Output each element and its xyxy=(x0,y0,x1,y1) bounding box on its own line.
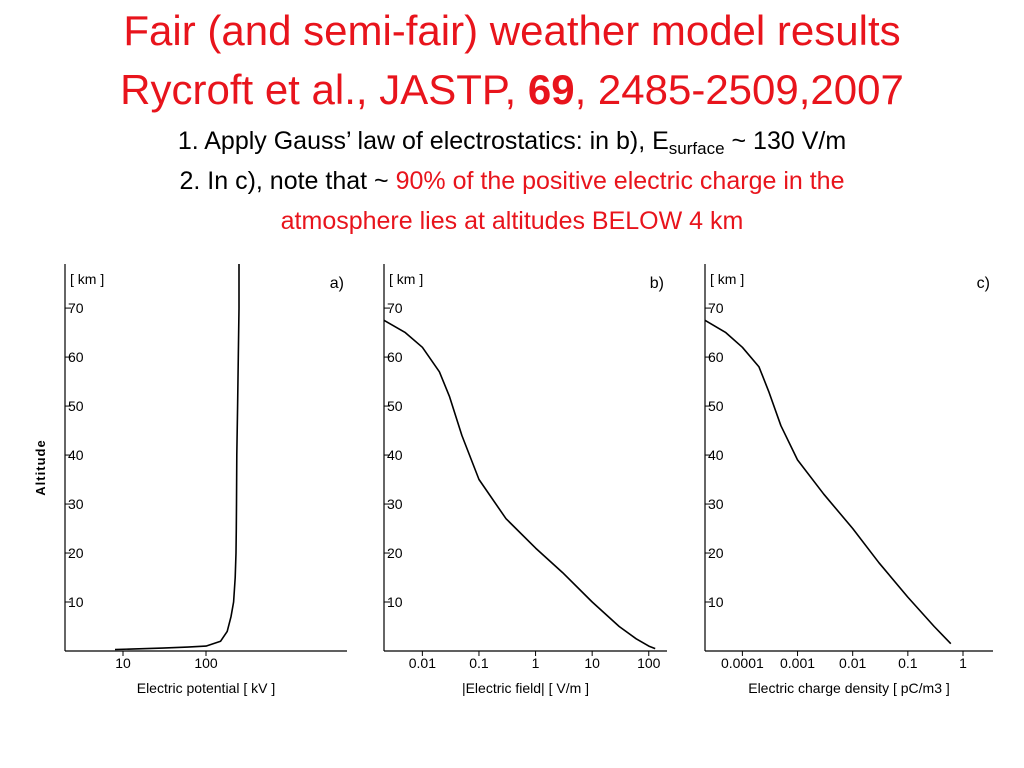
panel-1-y-tick-label: 10 xyxy=(68,594,84,611)
panel-3-y-tick-label: 20 xyxy=(708,545,724,562)
slide-title-line1: Fair (and semi-fair) weather model results xyxy=(123,7,901,54)
subscript-surface: surface xyxy=(668,139,725,158)
panel-1-y-tick-label: 50 xyxy=(68,398,84,415)
panel-2-label: b) xyxy=(649,275,664,292)
panel-2-y-tick-label: 40 xyxy=(387,447,403,464)
panel-3-x-tick-label: 0.001 xyxy=(780,655,816,671)
panel-3-x-tick-label: 0.0001 xyxy=(720,655,764,671)
panel-3-y-tick-label: 10 xyxy=(708,594,724,611)
panel-2-series-line xyxy=(384,320,655,648)
panel-2-unit-label: [ km ] xyxy=(389,271,424,287)
panel-3-x-tick-label: 0.1 xyxy=(898,655,918,671)
panel-2-y-tick-label: 10 xyxy=(387,594,403,611)
panel-3-y-tick-label: 60 xyxy=(708,349,724,366)
panel-1-label: a) xyxy=(329,275,344,292)
panel-1-y-tick-label: 60 xyxy=(68,349,84,366)
panel-2-x-tick-label: 1 xyxy=(531,655,540,671)
panel-2-y-tick-label: 20 xyxy=(387,545,403,562)
panel-1-y-tick-label: 40 xyxy=(68,447,84,464)
citation-pages: , 2485-2509,2007 xyxy=(574,66,904,113)
panel-3-unit-label: [ km ] xyxy=(710,271,745,287)
panel-3-y-tick-label: 40 xyxy=(708,447,724,464)
panel-3-x-axis-title: Electric charge density [ pC/m3 ] xyxy=(748,680,950,696)
panel-1-y-tick-label: 70 xyxy=(68,300,84,317)
panel-3-y-tick-label: 30 xyxy=(708,496,724,513)
panel-1-x-axis-title: Electric potential [ kV ] xyxy=(136,680,276,696)
note-charge-highlight: 90% of the positive electric charge in the xyxy=(395,167,845,195)
panel-2-y-tick-label: 30 xyxy=(387,496,403,513)
panel-1-x-tick-label: 10 xyxy=(115,655,131,671)
panel-3-x-tick-label: 1 xyxy=(959,655,967,671)
panel-2-x-tick-label: 0.1 xyxy=(469,655,489,671)
panel-1-y-tick-label: 20 xyxy=(68,545,84,562)
panel-2-x-tick-label: 100 xyxy=(637,655,661,671)
citation-volume: 69 xyxy=(527,66,575,113)
note-gauss-text: 1. Apply Gauss’ law of electrostatics: in b), E xyxy=(177,127,669,155)
panel-3-series-line xyxy=(705,320,951,643)
citation-text: Rycroft et al., JASTP, xyxy=(120,66,528,113)
panel-2-x-tick-label: 0.01 xyxy=(408,655,436,671)
panel-2-x-tick-label: 10 xyxy=(584,655,600,671)
note-charge-highlight-line2: atmosphere lies at altitudes BELOW 4 km xyxy=(280,207,744,235)
panel-2-y-tick-label: 60 xyxy=(387,349,403,366)
panel-3-y-tick-label: 70 xyxy=(708,300,724,317)
panel-2-y-tick-label: 70 xyxy=(387,300,403,317)
panel-3-label: c) xyxy=(976,275,990,292)
panel-1-x-tick-label: 100 xyxy=(194,655,218,671)
panel-1-y-tick-label: 30 xyxy=(68,496,84,513)
panel-2-y-tick-label: 50 xyxy=(387,398,403,415)
panel-1-unit-label: [ km ] xyxy=(70,271,105,287)
panel-3-y-tick-label: 50 xyxy=(708,398,724,415)
note-gauss-value: ~ 130 V/m xyxy=(724,127,847,155)
panel-2-x-axis-title: |Electric field| [ V/m ] xyxy=(461,680,590,696)
panel-1-series-line xyxy=(115,264,239,650)
panel-1-y-axis-title: Altitude xyxy=(33,439,48,496)
note-charge-text: 2. In c), note that ~ xyxy=(179,167,396,195)
panel-3-x-tick-label: 0.01 xyxy=(839,655,867,671)
